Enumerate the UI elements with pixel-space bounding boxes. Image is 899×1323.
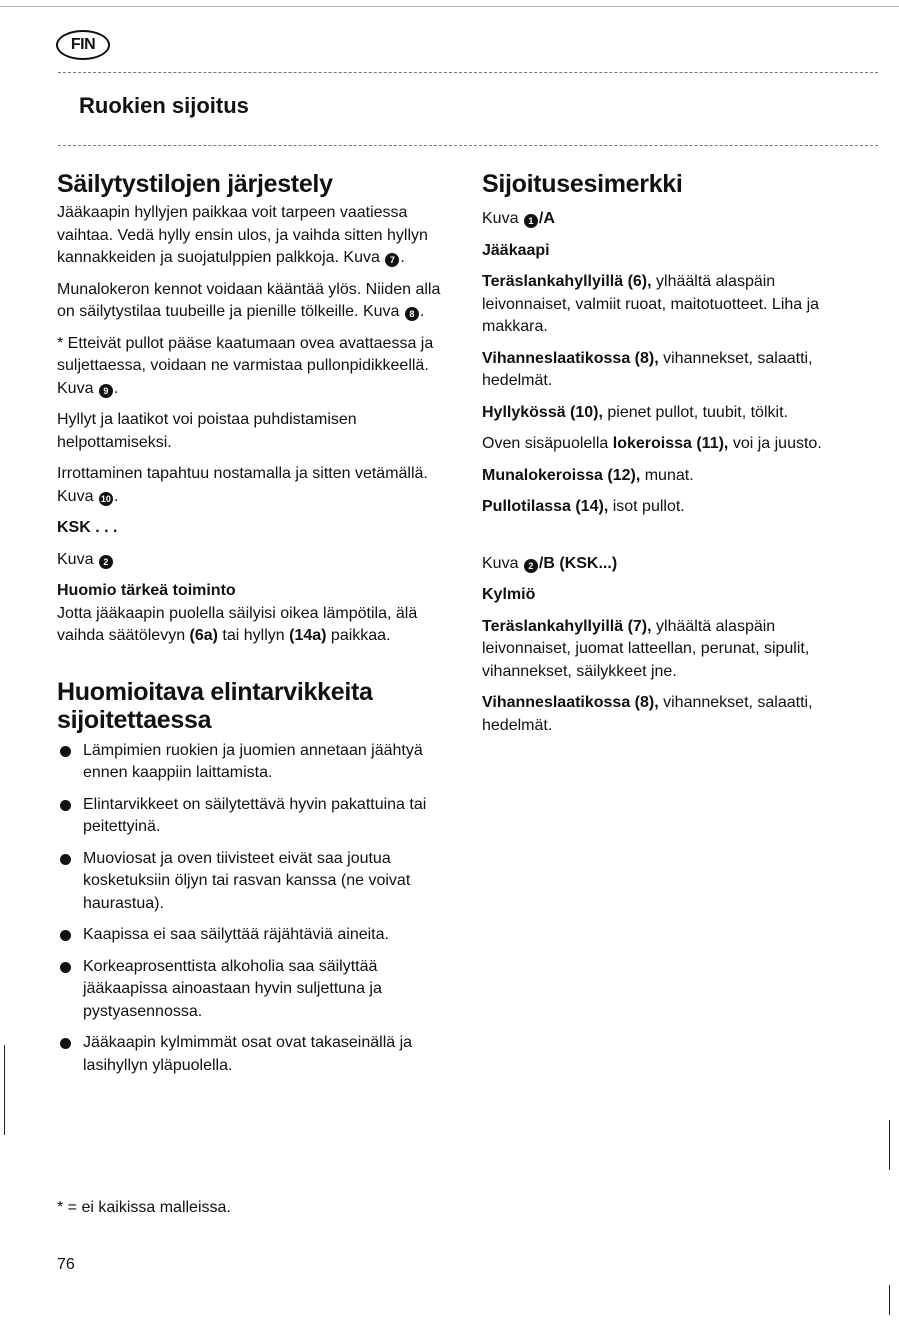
note-text: paikkaa.	[326, 627, 391, 644]
part-ref: (14a)	[289, 627, 327, 644]
scan-edge-line	[889, 1120, 890, 1170]
figure-number-icon: 2	[524, 559, 538, 573]
right-column	[482, 170, 854, 746]
list-item: Jääkaapin kylmimmät osat ovat takaseinällä ja lasihyllyn yläpuolella.	[57, 1032, 442, 1077]
placement-location: Vihanneslaatikossa (8),	[482, 694, 659, 711]
note-heading: Huomio tärkeä toiminto	[57, 582, 236, 599]
paragraph-text: * Etteivät pullot pääse kaatumaan ovea avattaessa ja suljettaessa, voidaan ne varmistaa pullonpidikkeellä. Kuva	[57, 334, 434, 397]
footnote: * = ei kaikissa malleissa.	[57, 1199, 231, 1216]
country-badge: FIN	[56, 30, 110, 60]
paragraph-shelves: Jääkaapin hyllyjen paikkaa voit tarpeen vaatiessa vaihtaa. Vedä hylly ensin ulos, ja vaihda sitten hyllyn kannakkeiden ja suojatulppien palkkoja. Kuva 7 .	[57, 204, 428, 266]
figure-number-icon: 8	[405, 307, 419, 321]
figure-number-icon: 2	[99, 555, 113, 569]
list-item: Kaapissa ei saa säilyttää räjähtäviä aineita.	[57, 924, 442, 947]
placement-text: Oven sisäpuolella	[482, 435, 613, 452]
kuva-label: Kuva	[482, 554, 519, 572]
placement-location: Munalokeroissa (12),	[482, 466, 641, 484]
paragraph-removal: Irrottaminen tapahtuu nostamalla ja sitten vetämällä. Kuva 10 .	[57, 465, 428, 505]
placement-item	[482, 433, 854, 456]
scan-edge-line	[4, 1045, 5, 1135]
scan-edge-line	[0, 6, 899, 7]
figure-number-icon: 10	[100, 493, 111, 504]
placement-item	[482, 692, 854, 737]
figure-suffix: /B (KSK...)	[538, 554, 618, 572]
figure-number-icon: 9	[99, 384, 113, 398]
placement-text: ylhäältä alaspäin leivonnaiset, juomat latteellan, perunat, sipulit, vihannekset, säilykkeet jne.	[482, 617, 810, 680]
placement-item	[482, 496, 854, 519]
ksk-heading: KSK . . .	[57, 519, 118, 536]
list-item: Lämpimien ruokien ja juomien annetaan jäähtyä ennen kaappiin laittamista.	[57, 740, 442, 785]
figure-suffix: /A	[538, 210, 555, 227]
placement-location: Teräslankahyllyillä (7),	[482, 617, 652, 635]
placement-location: Teräslankahyllyillä (6),	[482, 273, 652, 290]
ksk-figure-ref	[57, 549, 442, 572]
placement-location: Vihanneslaatikossa (8),	[482, 349, 659, 367]
page-number: 76	[57, 1256, 75, 1273]
figure-number-icon: 1	[524, 214, 538, 228]
paragraph-egg-tray: Munalokeron kennot voidaan kääntää ylös. Niiden alla on säilytystilaa tuubeille ja pienille tölkeille. Kuva 8 .	[57, 280, 441, 320]
figure-ref-b	[482, 553, 854, 576]
paragraph-bottle-holder: * Etteivät pullot pääse kaatumaan ovea avattaessa ja suljettaessa, voidaan ne varmistaa pullonpidikkeellä. Kuva 9 .	[57, 334, 434, 397]
bullet-list	[57, 740, 442, 1078]
placement-text: ylhäältä alaspäin leivonnaiset, valmiit ruoat, maitotuotteet. Liha ja makkara.	[482, 273, 820, 335]
placement-text: munat.	[640, 466, 694, 484]
placement-text: voi ja juusto.	[728, 435, 822, 452]
cellar-heading: Kylmiö	[482, 586, 536, 603]
placement-text: pienet pullot, tuubit, tölkit.	[602, 403, 788, 421]
list-item: Muoviosat ja oven tiivisteet eivät saa joutua kosketuksiin öljyn tai rasvan kanssa (ne voivat haurastua).	[57, 848, 442, 916]
paragraph-text: Jääkaapin hyllyjen paikkaa voit tarpeen vaatiessa vaihtaa. Vedä hylly ensin ulos, ja vaihda sitten hyllyn kannakkeiden ja suojatulppien palkkoja. Kuva	[57, 204, 428, 266]
placement-text: vihannekset, salaatti, hedelmät.	[482, 694, 813, 734]
placement-text: isot pullot.	[608, 498, 685, 515]
paragraph-cleaning: Hyllyt ja laatikot voi poistaa puhdistamisen helpottamiseksi.	[57, 411, 357, 451]
section-title-example: Sijoitusesimerkki	[482, 170, 683, 198]
placement-location: Pullotilassa (14),	[482, 498, 609, 515]
figure-ref-a	[482, 208, 854, 231]
note-text: Jotta jääkaapin puolella säilyisi oikea lämpötila, älä vaihda säätölevyn	[57, 604, 418, 644]
list-item: Korkeaprosenttista alkoholia saa säilyttää jääkaapissa ainoastaan hyvin suljettuna ja pystyasennossa.	[57, 956, 442, 1024]
section-title-food-notes: Huomioitava elintarvikkeita sijoitettaessa	[57, 677, 373, 734]
kuva-label: Kuva	[482, 210, 519, 227]
paragraph-text: Munalokeron kennot voidaan kääntää ylös. Niiden alla on säilytystilaa tuubeille ja pienille tölkeille. Kuva	[57, 280, 441, 320]
placement-item	[482, 402, 854, 425]
paragraph-text: Irrottaminen tapahtuu nostamalla ja sitten vetämällä. Kuva	[57, 465, 428, 505]
placement-location: lokeroissa (11),	[612, 435, 729, 452]
kuva-label: Kuva	[57, 550, 94, 568]
section-title-storage: Säilytystilojen järjestely	[57, 170, 333, 198]
placement-text: vihannekset, salaatti, hedelmät.	[482, 349, 813, 389]
placement-item	[482, 271, 854, 339]
note-text: tai hyllyn	[217, 627, 290, 644]
fridge-heading: Jääkaapi	[482, 241, 550, 259]
placement-item	[482, 616, 854, 684]
left-column	[57, 170, 442, 1086]
placement-location: Hyllykössä (10),	[482, 403, 603, 421]
placement-item	[482, 465, 854, 488]
scan-edge-line	[889, 1285, 890, 1315]
list-item: Elintarvikkeet on säilytettävä hyvin pakattuina tai peitettyinä.	[57, 794, 442, 839]
placement-item	[482, 348, 854, 393]
page-title: Ruokien sijoitus	[79, 93, 249, 118]
part-ref: (6a)	[189, 627, 218, 644]
note-paragraph	[57, 603, 442, 648]
figure-number-icon: 7	[385, 253, 399, 267]
